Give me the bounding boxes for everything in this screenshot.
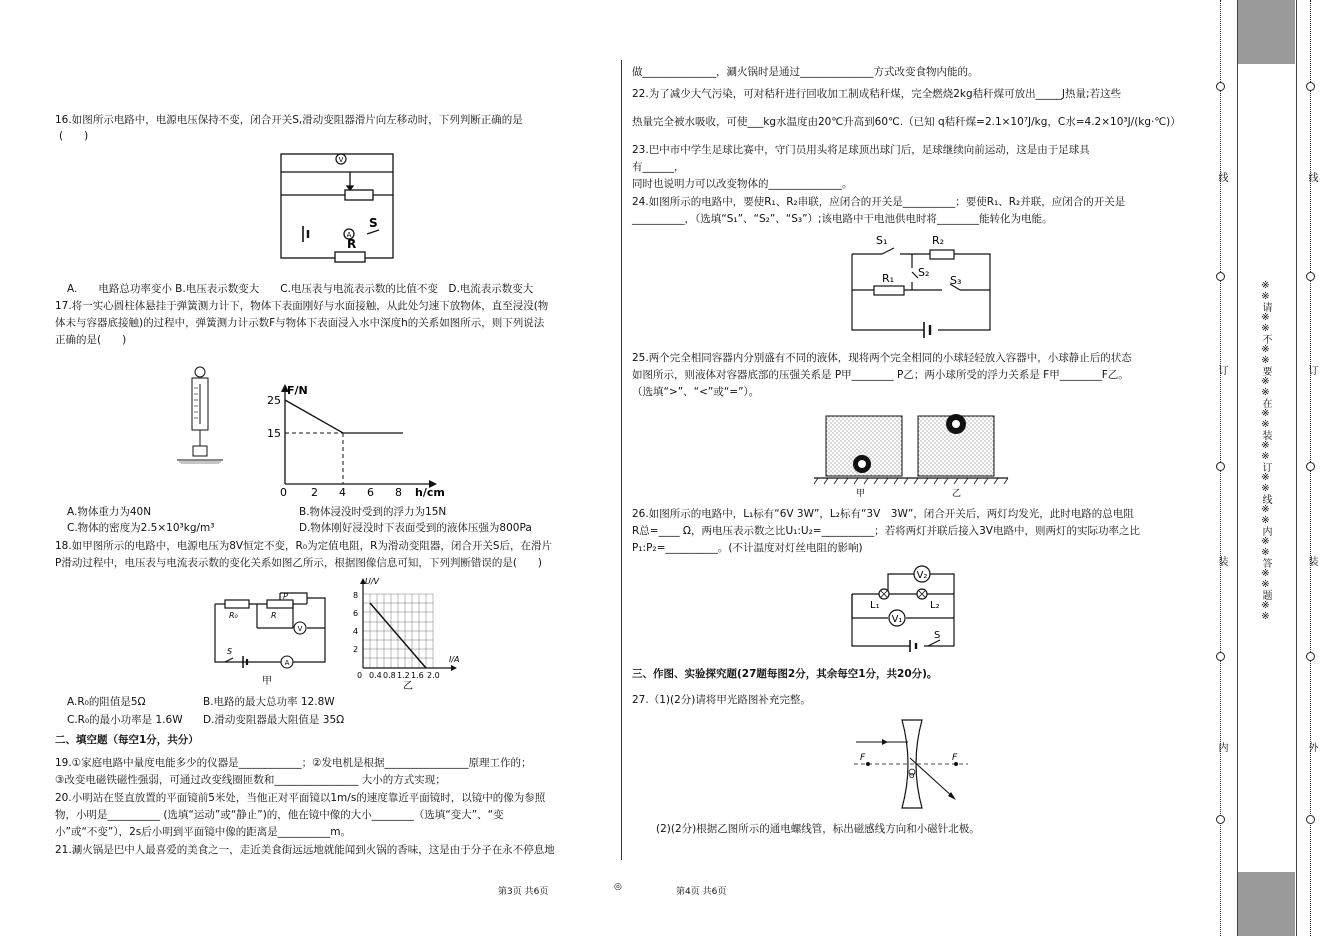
q25-containers-figure: [812, 404, 1012, 499]
q17-option-d: D.物体刚好浸没时下表面受到的液体压强为800Pa: [299, 522, 532, 534]
q17-graph-xlabel: h/cm: [415, 486, 445, 499]
q24-s1-label: S₁: [876, 234, 888, 247]
q20-line3: 小”或“不变”），2s后小明到平面镜中像的距离是__________m。: [55, 826, 351, 838]
q18-option-b: B.电路的最大总功率 12.8W: [203, 696, 335, 708]
q16-voltmeter-label: V: [338, 156, 344, 164]
q18-graph-yi: [343, 572, 468, 690]
q19-line2: ③改变电磁铁磁性强弱，可通过改变线圈匝数和________________ 大小的方式实现；: [55, 774, 446, 786]
q17-option-a: A.物体重力为40N: [67, 506, 152, 518]
binding-strip: [1200, 0, 1323, 936]
q17-option-b: B.物体浸没时受到的浮力为15N: [299, 506, 447, 518]
section-2-heading: 二、填空题（每空1分，共分）: [55, 734, 199, 746]
binding-label-right: 订: [1306, 365, 1317, 375]
q26-circuit-diagram: [846, 560, 976, 655]
q16-options: A. 电路总功率变小 B.电压表示数变大 C.电压表与电流表示数的比值不变 D.电流表示数变大: [67, 283, 534, 295]
binding-gray-top: [1238, 0, 1295, 64]
q18-y-tick: 8: [353, 591, 359, 600]
q23-line3: 同时也说明力可以改变物体的______________。: [632, 178, 853, 190]
binding-hole: [1216, 272, 1225, 281]
q26-s-label: S: [934, 630, 941, 641]
q18-option-c: C.R₀的最小功率是 1.6W: [67, 714, 183, 726]
q18-x-tick: 2.0: [427, 671, 440, 680]
q18-option-d: D.滑动变阻器最大阻值是 35Ω: [203, 714, 345, 726]
q25-line3: （选填“>”、“<”或“=”）。: [632, 386, 760, 398]
q18-y-tick: 2: [353, 645, 359, 654]
q17-spring-scale-figure: [175, 364, 225, 464]
q20-line2: 物，小明是__________ (选填“运动”或“静止”)的，他在镜中像的大小________（选填“变大”、“变: [55, 809, 504, 821]
binding-label-right: 装: [1306, 556, 1317, 566]
footer-center-mark: ◎: [614, 882, 622, 892]
binding-label-right: 线: [1306, 172, 1317, 182]
binding-hole: [1306, 82, 1315, 91]
q17-y-tick: 15: [267, 427, 281, 440]
q18-a-label: A: [284, 659, 290, 667]
section-3-heading: 三、作图、实验探究题(27题每图2分，其余每空1分，共20分)。: [632, 668, 938, 680]
q17-y-tick: 25: [267, 394, 281, 407]
q18-x-tick: 0.4: [369, 671, 382, 680]
binding-label-left: 内: [1216, 742, 1227, 752]
binding-label-left: 线: [1216, 172, 1227, 182]
q17-line3: 正确的是( ): [55, 334, 127, 346]
q17-line2: 体未与容器底接触)的过程中，弹簧测力计示数F与物体下表面浸入水中深度h的关系如图所示，则下列说法: [55, 317, 545, 329]
q16-stem: 16.如图所示电路中，电源电压保持不变，闭合开关S,滑动变阻器滑片向左移动时，下列判断正确的是: [55, 114, 523, 126]
q25-caption-yi: 乙: [952, 489, 962, 499]
q18-r0-label: R₀: [229, 611, 238, 620]
q19-line1: 19.①家庭电路中量度电能多少的仪器是____________；②发电机是根据________________原理工作的；: [55, 757, 532, 769]
q25-line1: 25.两个完全相同容器内分别盛有不同的液体，现将两个完全相同的小球轻轻放入容器中，小球静止后的状态: [632, 352, 1132, 364]
binding-label-left: 订: [1216, 365, 1227, 375]
binding-label-left: 装: [1216, 556, 1227, 566]
q18-option-a: A.R₀的阻值是5Ω: [67, 696, 146, 708]
q22-line1: 22.为了减少大气污染，可对秸秆进行回收加工制成秸秆煤，完全燃烧2kg秸秆煤可放出_____J热量;若这些: [632, 88, 1122, 100]
q27-part1: 27.（1)(2分)请将甲光路图补充完整。: [632, 694, 811, 706]
q25-line2: 如图所示，则液体对容器底部的压强关系是 P甲________ P乙；两小球所受的浮力关系是 F甲________F乙。: [632, 369, 1129, 381]
q18-caption-yi: 乙: [403, 681, 413, 690]
q16-resistor-label: R: [347, 237, 357, 251]
q18-s-label: S: [227, 647, 233, 656]
binding-notice: ※※请※※不※※要※※在※※装※※订※※线※※内※※答※※题※※: [1260, 280, 1271, 622]
binding-hole: [1306, 462, 1315, 471]
q24-r2-label: R₂: [932, 234, 945, 247]
q17-x-tick: 6: [367, 486, 374, 499]
q17-force-depth-graph: [263, 380, 493, 500]
binding-label-right: 外: [1306, 742, 1317, 752]
q20-line1: 20.小明站在竖直放置的平面镜前5米处，当他正对平面镜以1m/s的速度靠近平面镜时，以镜中的像为参照: [55, 792, 546, 804]
q18-line1: 18.如甲图所示的电路中，电源电压为8V恒定不变，R₀为定值电阻，R为滑动变阻器，闭合开关S后，在滑片: [55, 540, 553, 552]
q24-line2: __________，（选填“S₁”、“S₂”、“S₃”）;该电路中干电池供电时将________能转化为电能。: [632, 213, 1053, 225]
q16-answer-paren: ( ): [59, 130, 89, 142]
q16-ammeter-label: A: [346, 231, 352, 239]
q17-option-c: C.物体的密度为2.5×10³kg/m³: [67, 522, 215, 534]
binding-hole: [1216, 815, 1225, 824]
q18-y-tick: 4: [353, 627, 359, 636]
q17-x-tick: 2: [311, 486, 318, 499]
q26-v1-label: V₁: [891, 614, 903, 625]
q17-x-tick: 0: [280, 486, 287, 499]
q18-r-label: R: [271, 611, 277, 620]
q24-circuit-diagram: [846, 232, 996, 344]
q23-line2: 有______，: [632, 161, 685, 173]
q24-s2-label: S₂: [918, 266, 930, 279]
q24-r1-label: R₁: [882, 272, 895, 285]
q18-graph-xlabel: I/A: [449, 655, 460, 664]
binding-gray-bottom: [1238, 872, 1295, 936]
q18-circuit-jia: [207, 590, 332, 690]
q18-graph-ylabel: U/V: [365, 577, 380, 586]
q17-x-tick: 4: [339, 486, 346, 499]
q23-line1: 23.巴中市中学生足球比赛中，守门员用头将足球顶出球门后，足球继续向前运动，这是由于足球具: [632, 144, 1090, 156]
binding-hole: [1306, 815, 1315, 824]
q18-line2: P滑动过程中，电压表与电流表示数的变化关系如图乙所示，根据图像信息可知，下列判断错误的是( ): [55, 557, 543, 569]
q22-line2: 热量完全被水吸收，可使___kg水温度由20℃升高到60℃.（已知 q秸秆煤=2.1×10⁷J/kg，C水=4.2×10³J/(kg·℃)）: [632, 116, 1181, 128]
q16-circuit-diagram: [275, 148, 405, 266]
q18-x-tick: 0.8: [383, 671, 396, 680]
q18-caption-jia: 甲: [262, 676, 272, 687]
q24-s3-label: S₃: [950, 274, 962, 287]
q17-x-tick: 8: [395, 486, 402, 499]
q27-focus-left: F: [860, 753, 866, 763]
q27-part2: (2)(2分)根据乙图所示的通电螺线管，标出磁感线方向和小磁针北极。: [656, 823, 980, 835]
q27-lens-figure: [852, 716, 972, 812]
q17-line1: 17.将一实心圆柱体悬挂于弹簧测力计下，物体下表面刚好与水面接触，从此处匀速下放物体，直至浸没(物: [55, 300, 549, 312]
q27-optical-center: O: [909, 772, 915, 780]
binding-hole: [1306, 272, 1315, 281]
q25-caption-jia: 甲: [856, 489, 866, 499]
q18-y-tick: 6: [353, 609, 359, 618]
q16-switch-label: S: [369, 216, 378, 230]
q27-focus-right: F: [952, 753, 958, 763]
footer-page-right: 第4页 共6页: [676, 887, 727, 897]
q26-v2-label: V₂: [916, 570, 928, 581]
footer-page-left: 第3页 共6页: [498, 887, 549, 897]
q21-line1: 21.涮火锅是巴中人最喜爱的美食之一，走近美食街远远地就能闻到火锅的香味，这是由于分子在永不停息地: [55, 844, 555, 856]
binding-hole: [1216, 462, 1225, 471]
q26-line3: P₁:P₂=__________。(不计温度对灯丝电阻的影响): [632, 542, 863, 554]
q21-continued: 做______________，涮火锅时是通过______________方式改变食物内能的。: [632, 66, 979, 78]
binding-hole: [1216, 82, 1225, 91]
q26-l1-label: L₁: [870, 600, 880, 611]
q18-x-tick: 1.6: [411, 671, 424, 680]
q18-x-tick: 0: [357, 671, 363, 680]
column-divider: [621, 60, 622, 860]
q26-l2-label: L₂: [930, 600, 940, 611]
q17-graph-ylabel: F/N: [287, 384, 308, 397]
binding-hole: [1216, 652, 1225, 661]
q18-v-label: V: [297, 625, 303, 633]
q18-p-label: P: [283, 592, 288, 601]
q24-line1: 24.如图所示的电路中，要使R₁、R₂串联，应闭合的开关是__________；要使R₁、R₂并联，应闭合的开关是: [632, 196, 1126, 208]
q18-x-tick: 1.2: [397, 671, 410, 680]
q26-line2: R总=____ Ω，两电压表示数之比U₁:U₂=__________；若将两灯并联后接入3V电路中，则两灯的实际功率之比: [632, 525, 1140, 537]
q26-line1: 26.如图所示的电路中，L₁标有“6V 3W”，L₂标有“3V 3W”，闭合开关后，两灯均发光，此时电路的总电阻: [632, 508, 1134, 520]
binding-hole: [1306, 652, 1315, 661]
